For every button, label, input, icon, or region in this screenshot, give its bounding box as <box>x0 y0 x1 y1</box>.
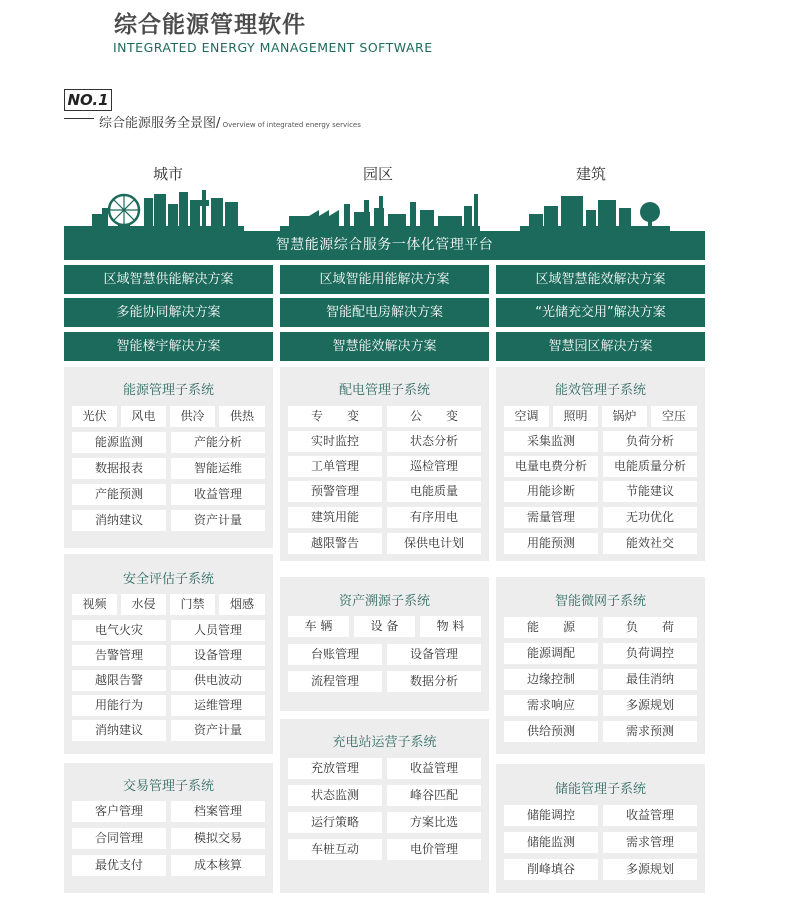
feature-chip[interactable]: 产能分析 <box>171 432 265 453</box>
feature-chip[interactable]: 电能质量 <box>387 481 481 502</box>
feature-chip[interactable]: 运维管理 <box>171 695 265 716</box>
tag-chip[interactable]: 视频 <box>72 594 117 615</box>
feature-chip[interactable]: 流程管理 <box>288 671 382 692</box>
platform-banner: 智慧能源综合服务一体化管理平台 <box>64 231 705 260</box>
feature-chip[interactable]: 越限告警 <box>72 670 166 691</box>
feature-chip[interactable]: 保供电计划 <box>387 533 481 554</box>
solution-regional-supply[interactable]: 区域智慧供能解决方案 <box>64 265 273 294</box>
feature-chip[interactable]: 实时监控 <box>288 431 382 452</box>
page-subtitle: INTEGRATED ENERGY MANAGEMENT SOFTWARE <box>113 40 433 55</box>
solution-smart-substation[interactable]: 智能配电房解决方案 <box>280 298 489 327</box>
panel-title: 充电站运营子系统 <box>332 735 437 750</box>
panel-efficiency-management <box>496 367 705 561</box>
feature-chip[interactable]: 充放管理 <box>288 758 382 779</box>
panel-safety-evaluation <box>64 554 273 754</box>
feature-chip[interactable]: 供电波动 <box>171 670 265 691</box>
feature-chip[interactable]: 需求管理 <box>603 832 697 853</box>
panel-title: 交易管理子系统 <box>122 779 214 794</box>
feature-chip[interactable]: 用能预测 <box>504 533 598 554</box>
panel-title: 能源管理子系统 <box>122 383 214 398</box>
tag-chip[interactable]: 风电 <box>121 406 166 427</box>
feature-chip[interactable]: 电气火灾 <box>72 620 166 641</box>
feature-chip[interactable]: 资产计量 <box>171 720 265 741</box>
panel-energy-management <box>64 367 273 548</box>
tag-chip[interactable]: 负 荷 <box>603 617 697 638</box>
panel-storage-management <box>496 764 705 893</box>
tag-chip[interactable]: 物 料 <box>420 616 481 637</box>
feature-chip[interactable]: 采集监测 <box>504 431 598 452</box>
feature-chip[interactable]: 产能预测 <box>72 484 166 505</box>
panel-title: 储能管理子系统 <box>554 782 646 797</box>
feature-chip[interactable]: 收益管理 <box>603 805 697 826</box>
section-number-badge: NO.1 <box>64 89 112 111</box>
feature-chip[interactable]: 消纳建议 <box>72 510 166 531</box>
zone-label-city: 城市 <box>152 165 183 183</box>
feature-chip[interactable]: 边缘控制 <box>504 669 598 690</box>
feature-chip[interactable]: 车桩互动 <box>288 839 382 860</box>
feature-chip[interactable]: 台账管理 <box>288 644 382 665</box>
tag-chip[interactable]: 供热 <box>219 406 265 427</box>
tag-chip[interactable]: 锅炉 <box>602 406 647 427</box>
feature-chip[interactable]: 能源监测 <box>72 432 166 453</box>
feature-chip[interactable]: 状态监测 <box>288 785 382 806</box>
feature-chip[interactable]: 设备管理 <box>387 644 481 665</box>
feature-chip[interactable]: 工单管理 <box>288 456 382 477</box>
feature-chip[interactable]: 预警管理 <box>288 481 382 502</box>
panel-trade-management <box>64 763 273 893</box>
solution-smart-park[interactable]: 智慧园区解决方案 <box>496 332 705 361</box>
feature-chip[interactable]: 告警管理 <box>72 645 166 666</box>
feature-chip[interactable]: 数据分析 <box>387 671 481 692</box>
feature-chip[interactable]: 模拟交易 <box>171 828 265 849</box>
feature-chip[interactable]: 状态分析 <box>387 431 481 452</box>
solution-regional-usage[interactable]: 区域智能用能解决方案 <box>280 265 489 294</box>
zone-label-building: 建筑 <box>575 165 606 183</box>
feature-chip[interactable]: 客户管理 <box>72 801 166 822</box>
panel-smart-microgrid <box>496 577 705 754</box>
feature-chip[interactable]: 峰谷匹配 <box>387 785 481 806</box>
tag-chip[interactable]: 水侵 <box>121 594 166 615</box>
feature-chip[interactable]: 能源调配 <box>504 643 598 664</box>
feature-chip[interactable]: 电量电费分析 <box>504 456 598 477</box>
solution-smart-building[interactable]: 智能楼宇解决方案 <box>64 332 273 361</box>
feature-chip[interactable]: 削峰填谷 <box>504 859 598 880</box>
panel-title: 安全评估子系统 <box>122 572 214 587</box>
feature-chip[interactable]: 多源规划 <box>603 859 697 880</box>
panel-distribution-management <box>280 367 489 561</box>
feature-chip[interactable]: 负荷调控 <box>603 643 697 664</box>
feature-chip[interactable]: 供给预测 <box>504 721 598 742</box>
zone-label-park: 园区 <box>362 165 393 183</box>
solution-smart-efficiency[interactable]: 智慧能效解决方案 <box>280 332 489 361</box>
feature-chip[interactable]: 最优支付 <box>72 855 166 876</box>
building-skyline-icon <box>520 196 670 232</box>
feature-chip[interactable]: 设备管理 <box>171 645 265 666</box>
feature-chip[interactable]: 合同管理 <box>72 828 166 849</box>
panel-title: 智能微网子系统 <box>554 594 646 609</box>
feature-chip[interactable]: 需求预测 <box>603 721 697 742</box>
feature-chip[interactable]: 电价管理 <box>387 839 481 860</box>
tag-chip[interactable]: 供冷 <box>170 406 215 427</box>
section-heading <box>99 112 361 131</box>
feature-chip[interactable]: 越限警告 <box>288 533 382 554</box>
feature-chip[interactable]: 资产计量 <box>171 510 265 531</box>
feature-chip[interactable]: 有序用电 <box>387 507 481 528</box>
feature-chip[interactable]: 方案比选 <box>387 812 481 833</box>
feature-chip[interactable]: 储能监测 <box>504 832 598 853</box>
tag-chip[interactable]: 照明 <box>553 406 598 427</box>
feature-chip[interactable]: 负荷分析 <box>603 431 697 452</box>
section-underline <box>64 118 94 119</box>
panel-charging-operation <box>280 719 489 893</box>
tag-chip[interactable]: 能 源 <box>504 617 598 638</box>
feature-chip[interactable]: 用能诊断 <box>504 481 598 502</box>
tag-chip[interactable]: 门禁 <box>170 594 215 615</box>
tag-chip[interactable]: 空调 <box>504 406 549 427</box>
city-skyline-icon <box>64 190 244 232</box>
solution-multi-energy[interactable]: 多能协同解决方案 <box>64 298 273 327</box>
industrial-park-skyline-icon <box>280 194 480 232</box>
page-title: 综合能源管理软件 <box>114 12 306 38</box>
panel-title: 能效管理子系统 <box>554 383 646 398</box>
feature-chip[interactable]: 需求响应 <box>504 695 598 716</box>
feature-chip[interactable]: 无功优化 <box>603 507 697 528</box>
tag-chip[interactable]: 空压 <box>651 406 697 427</box>
feature-chip[interactable]: 数据报表 <box>72 458 166 479</box>
panel-title: 资产溯源子系统 <box>338 594 430 609</box>
feature-chip[interactable]: 收益管理 <box>387 758 481 779</box>
tag-chip[interactable]: 设 备 <box>354 616 415 637</box>
feature-chip[interactable]: 电能质量分析 <box>603 456 697 477</box>
section-title-cn: 综合能源服务全景图/ <box>99 116 221 131</box>
feature-chip[interactable]: 收益管理 <box>171 484 265 505</box>
tag-chip[interactable]: 光伏 <box>72 406 117 427</box>
feature-chip[interactable]: 储能调控 <box>504 805 598 826</box>
feature-chip[interactable]: 人员管理 <box>171 620 265 641</box>
feature-chip[interactable]: 运行策略 <box>288 812 382 833</box>
feature-chip[interactable]: 成本核算 <box>171 855 265 876</box>
feature-chip[interactable]: 巡检管理 <box>387 456 481 477</box>
tag-chip[interactable]: 专 变 <box>288 406 382 427</box>
feature-chip[interactable]: 节能建议 <box>603 481 697 502</box>
solution-pv-storage-charging[interactable]: “光储充交用”解决方案 <box>496 298 705 327</box>
panel-asset-tracing <box>280 577 489 711</box>
feature-chip[interactable]: 档案管理 <box>171 801 265 822</box>
feature-chip[interactable]: 多源规划 <box>603 695 697 716</box>
feature-chip[interactable]: 能效社交 <box>603 533 697 554</box>
tag-chip[interactable]: 车 辆 <box>288 616 349 637</box>
feature-chip[interactable]: 建筑用能 <box>288 507 382 528</box>
feature-chip[interactable]: 需量管理 <box>504 507 598 528</box>
feature-chip[interactable]: 用能行为 <box>72 695 166 716</box>
tag-chip[interactable]: 烟感 <box>219 594 265 615</box>
section-title-en: Overview of integrated energy services <box>220 121 361 129</box>
feature-chip[interactable]: 智能运维 <box>171 458 265 479</box>
panel-title: 配电管理子系统 <box>338 383 430 398</box>
solution-regional-efficiency[interactable]: 区域智慧能效解决方案 <box>496 265 705 294</box>
feature-chip[interactable]: 最佳消纳 <box>603 669 697 690</box>
skyline-illustration <box>64 186 705 232</box>
feature-chip[interactable]: 消纳建议 <box>72 720 166 741</box>
tag-chip[interactable]: 公 变 <box>387 406 481 427</box>
